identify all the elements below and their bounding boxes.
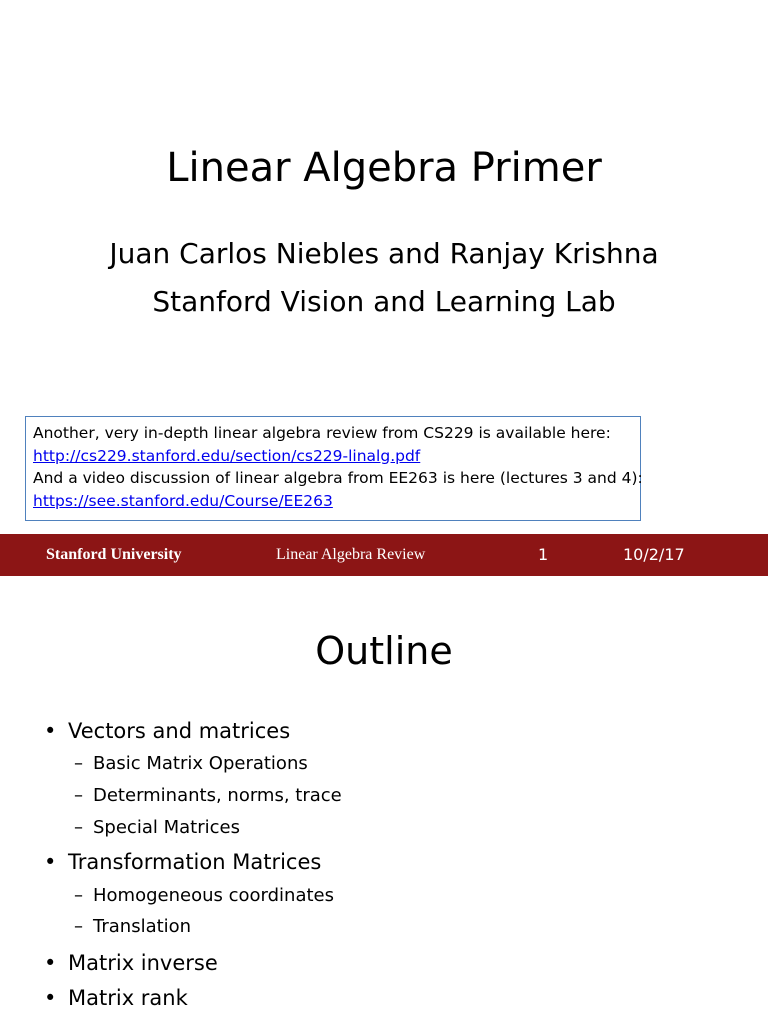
- reference-note-box: [25, 416, 641, 521]
- footer-course: Linear Algebra Review: [276, 546, 426, 563]
- authors: Juan Carlos Niebles and Ranjay Krishna: [109, 237, 659, 270]
- bullet-icon: •: [44, 850, 57, 874]
- outline-title: Outline: [315, 629, 453, 673]
- list-item: • Transformation Matrices: [44, 850, 322, 874]
- dash-icon: –: [74, 885, 83, 906]
- slide-footer: [0, 534, 768, 576]
- list-item: • Matrix rank: [44, 986, 188, 1010]
- sub-list-item: – Special Matrices: [74, 817, 240, 838]
- bullet-icon: •: [44, 986, 57, 1010]
- bullet-icon: •: [44, 719, 57, 743]
- list-item: • Matrix inverse: [44, 951, 218, 975]
- ee263-link[interactable]: https://see.stanford.edu/Course/EE263: [33, 491, 333, 510]
- bullet-icon: •: [44, 951, 57, 975]
- note-line-ee263: And a video discussion of linear algebra from EE263 is here (lectures 3 and 4):: [33, 469, 643, 487]
- affiliation: Stanford Vision and Learning Lab: [152, 285, 616, 318]
- dash-icon: –: [74, 785, 83, 806]
- sub-list-item: – Translation: [74, 916, 192, 937]
- dash-icon: –: [74, 817, 83, 838]
- sub-list-item: – Homogeneous coordinates: [74, 885, 334, 906]
- cs229-link[interactable]: http://cs229.stanford.edu/section/cs229-linalg.pdf: [33, 446, 421, 465]
- outline-slide: [0, 576, 768, 1024]
- footer-page-number: 1: [538, 545, 549, 564]
- footer-university: Stanford University: [46, 546, 182, 563]
- note-line-cs229: Another, very in-depth linear algebra review from CS229 is available here:: [33, 424, 611, 442]
- dash-icon: –: [74, 916, 83, 937]
- dash-icon: –: [74, 753, 83, 774]
- footer-date: 10/2/17: [623, 545, 685, 564]
- sub-list-item: – Determinants, norms, trace: [74, 785, 342, 806]
- slide-title: Linear Algebra Primer: [166, 145, 602, 191]
- list-item: • Vectors and matrices: [44, 719, 291, 743]
- sub-list-item: – Basic Matrix Operations: [74, 753, 308, 774]
